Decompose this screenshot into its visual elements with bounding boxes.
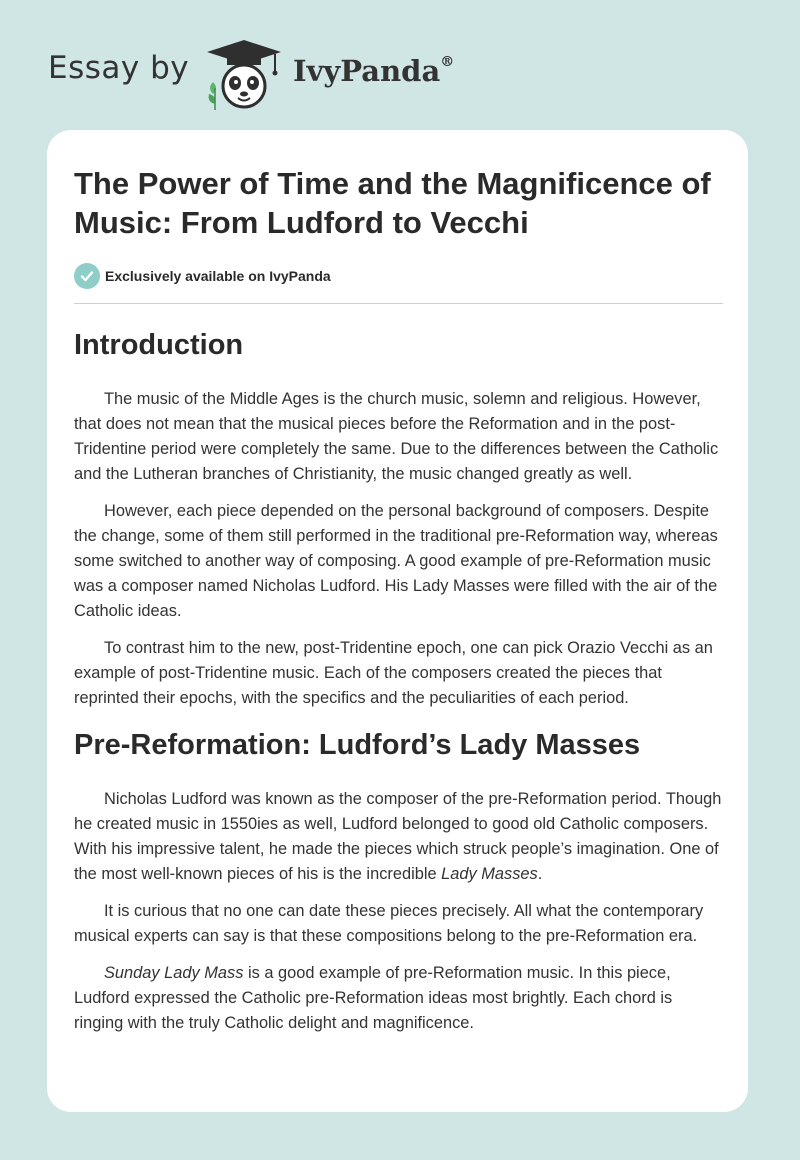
title-divider bbox=[74, 303, 723, 304]
section-heading-pre-reformation: Pre-Reformation: Ludford’s Lady Masses bbox=[74, 729, 641, 761]
work-title: Sunday Lady Mass bbox=[104, 964, 244, 982]
paragraph-text: is a good example of pre-Reformation music. In this piece, Ludford expressed the Catholic pre-Reformation ideas most brightly. Each chord is ringing with the truly Catholic delight and magnificence. bbox=[74, 964, 673, 1032]
site-header bbox=[48, 36, 508, 112]
exclusive-badge bbox=[74, 263, 331, 289]
paragraph-end: . bbox=[537, 865, 543, 883]
work-title: Lady Masses bbox=[441, 865, 538, 883]
essay-body bbox=[74, 320, 724, 1036]
paragraph: It is curious that no one can date these pieces precisely. All what the contemporary musical experts can say is that these compositions belong to the pre-Reformation era. bbox=[74, 902, 704, 945]
paragraph bbox=[74, 787, 724, 887]
panda-logo-icon[interactable] bbox=[203, 36, 285, 112]
section-heading-introduction: Introduction bbox=[74, 329, 244, 361]
exclusive-label: Exclusively available on IvyPanda bbox=[105, 268, 331, 284]
paragraph: To contrast him to the new, post-Tridentine epoch, one can pick Orazio Vecchi as an example of post-Tridentine music. Each of the composers created the pieces that reprinted their epochs, with the specifics and the peculiarities of each period. bbox=[74, 639, 713, 707]
brand-label: IvyPanda bbox=[293, 54, 441, 88]
paragraph-text: Nicholas Ludford was known as the composer of the pre-Reformation period. Though he created music in 1550ies as well, Ludford belonged to good old Catholic composers. With his impressive talent, he made the pieces which struck people’s imagination. One of the most well-known pieces of his is the incredible bbox=[74, 790, 722, 883]
check-icon bbox=[74, 263, 100, 289]
paragraph bbox=[74, 961, 724, 1036]
essay-title: The Power of Time and the Magnificence of Music: From Ludford to Vecchi bbox=[74, 166, 711, 240]
paragraph: However, each piece depended on the personal background of composers. Despite the change, some of them still performed in the traditional pre-Reformation way, whereas some switched to another way of composing. A good example of pre-Reformation music was a composer named Nicholas Ludford. His Lady Masses were filled with the air of the Catholic ideas. bbox=[74, 502, 718, 620]
essay-by-label: Essay by bbox=[48, 50, 190, 86]
essay-card bbox=[47, 130, 748, 1112]
paragraph: The music of the Middle Ages is the church music, solemn and religious. However, that does not mean that the musical pieces before the Reformation and in the post-Tridentine period were completely the same. Due to the differences between the Catholic and the Lutheran branches of Christianity, the music changed greatly as well. bbox=[74, 390, 719, 483]
brand-name[interactable] bbox=[293, 54, 454, 88]
registered-mark: ® bbox=[440, 54, 455, 71]
